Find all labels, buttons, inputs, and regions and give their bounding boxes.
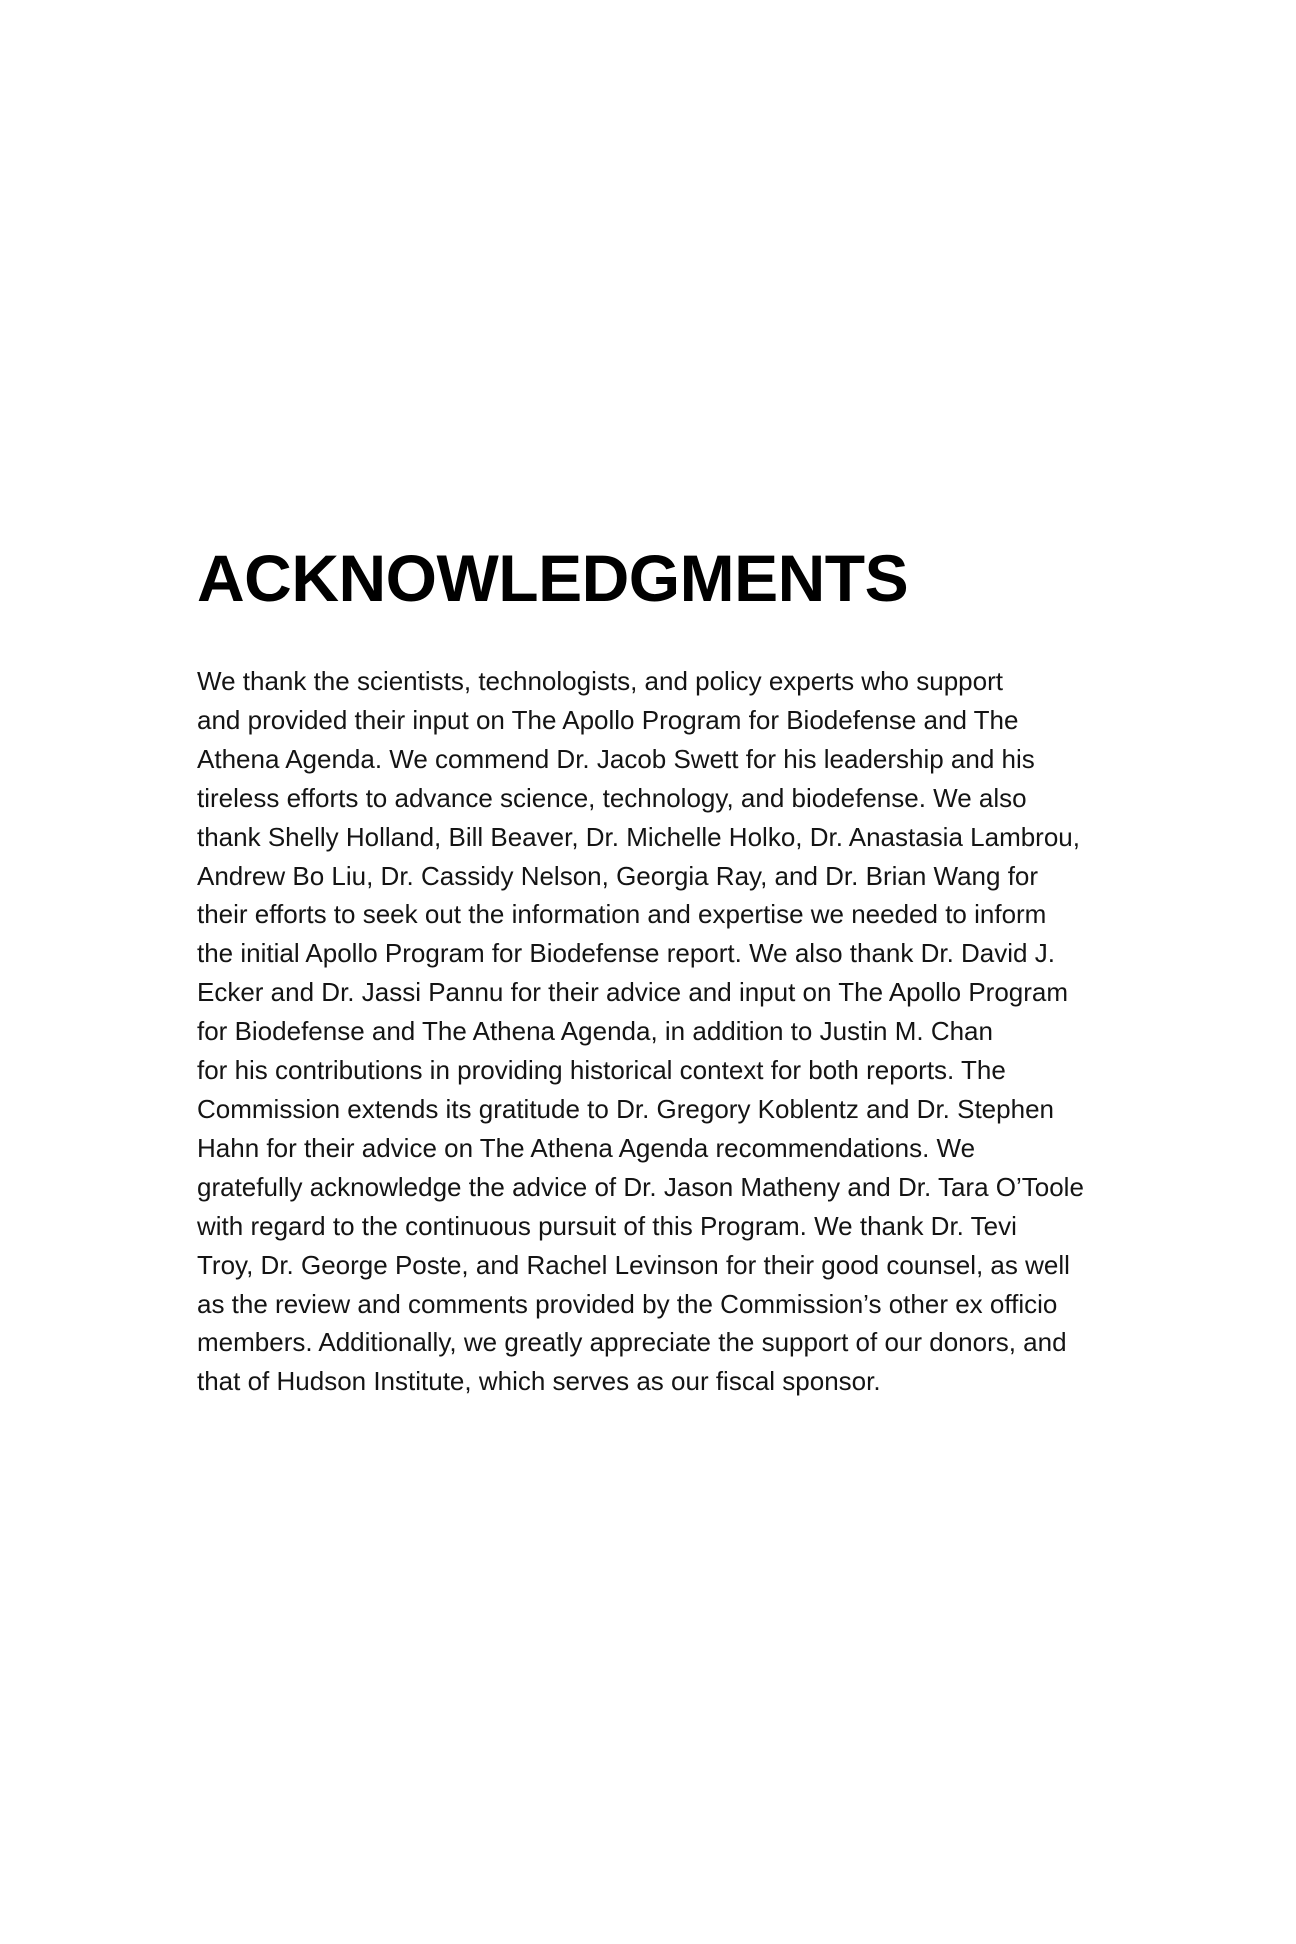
paragraph-line: Hahn for their advice on The Athena Agenda recommendations. We <box>197 1132 976 1163</box>
paragraph-line: Ecker and Dr. Jassi Pannu for their advice and input on The Apollo Program <box>197 977 1069 1008</box>
paragraph-line: as the review and comments provided by the Commission’s other ex officio <box>197 1288 1058 1319</box>
paragraph-line: members. Additionally, we greatly appreciate the support of our donors, and <box>197 1327 1067 1358</box>
paragraph-line: for his contributions in providing historical context for both reports. The <box>197 1055 1006 1086</box>
paragraph-line: with regard to the continuous pursuit of this Program. We thank Dr. Tevi <box>197 1210 1017 1241</box>
paragraph-line: gratefully acknowledge the advice of Dr. Jason Matheny and Dr. Tara O’Toole <box>197 1171 1084 1202</box>
paragraph-line: Commission extends its gratitude to Dr. Gregory Koblentz and Dr. Stephen <box>197 1093 1054 1124</box>
paragraph-line: Troy, Dr. George Poste, and Rachel Levinson for their good counsel, as well <box>197 1249 1070 1280</box>
paragraph-line: We thank the scientists, technologists, and policy experts who support <box>197 666 1003 696</box>
paragraph-line: their efforts to seek out the information and expertise we needed to inform <box>197 899 1047 930</box>
page-title: ACKNOWLEDGMENTS <box>197 541 909 615</box>
acknowledgments-paragraph <box>197 662 1157 1401</box>
paragraph-line: tireless efforts to advance science, technology, and biodefense. We also <box>197 782 1027 813</box>
paragraph-line: for Biodefense and The Athena Agenda, in addition to Justin M. Chan <box>197 1016 993 1047</box>
paragraph-line: the initial Apollo Program for Biodefense report. We also thank Dr. David J. <box>197 938 1055 969</box>
paragraph-line: Andrew Bo Liu, Dr. Cassidy Nelson, Georgia Ray, and Dr. Brian Wang for <box>197 860 1039 891</box>
paragraph-line: and provided their input on The Apollo Program for Biodefense and The <box>197 704 1019 735</box>
paragraph-line: Athena Agenda. We commend Dr. Jacob Swett for his leadership and his <box>197 743 1035 774</box>
paragraph-line: thank Shelly Holland, Bill Beaver, Dr. Michelle Holko, Dr. Anastasia Lambrou, <box>197 821 1080 852</box>
paragraph-line: that of Hudson Institute, which serves as our fiscal sponsor. <box>197 1366 881 1397</box>
